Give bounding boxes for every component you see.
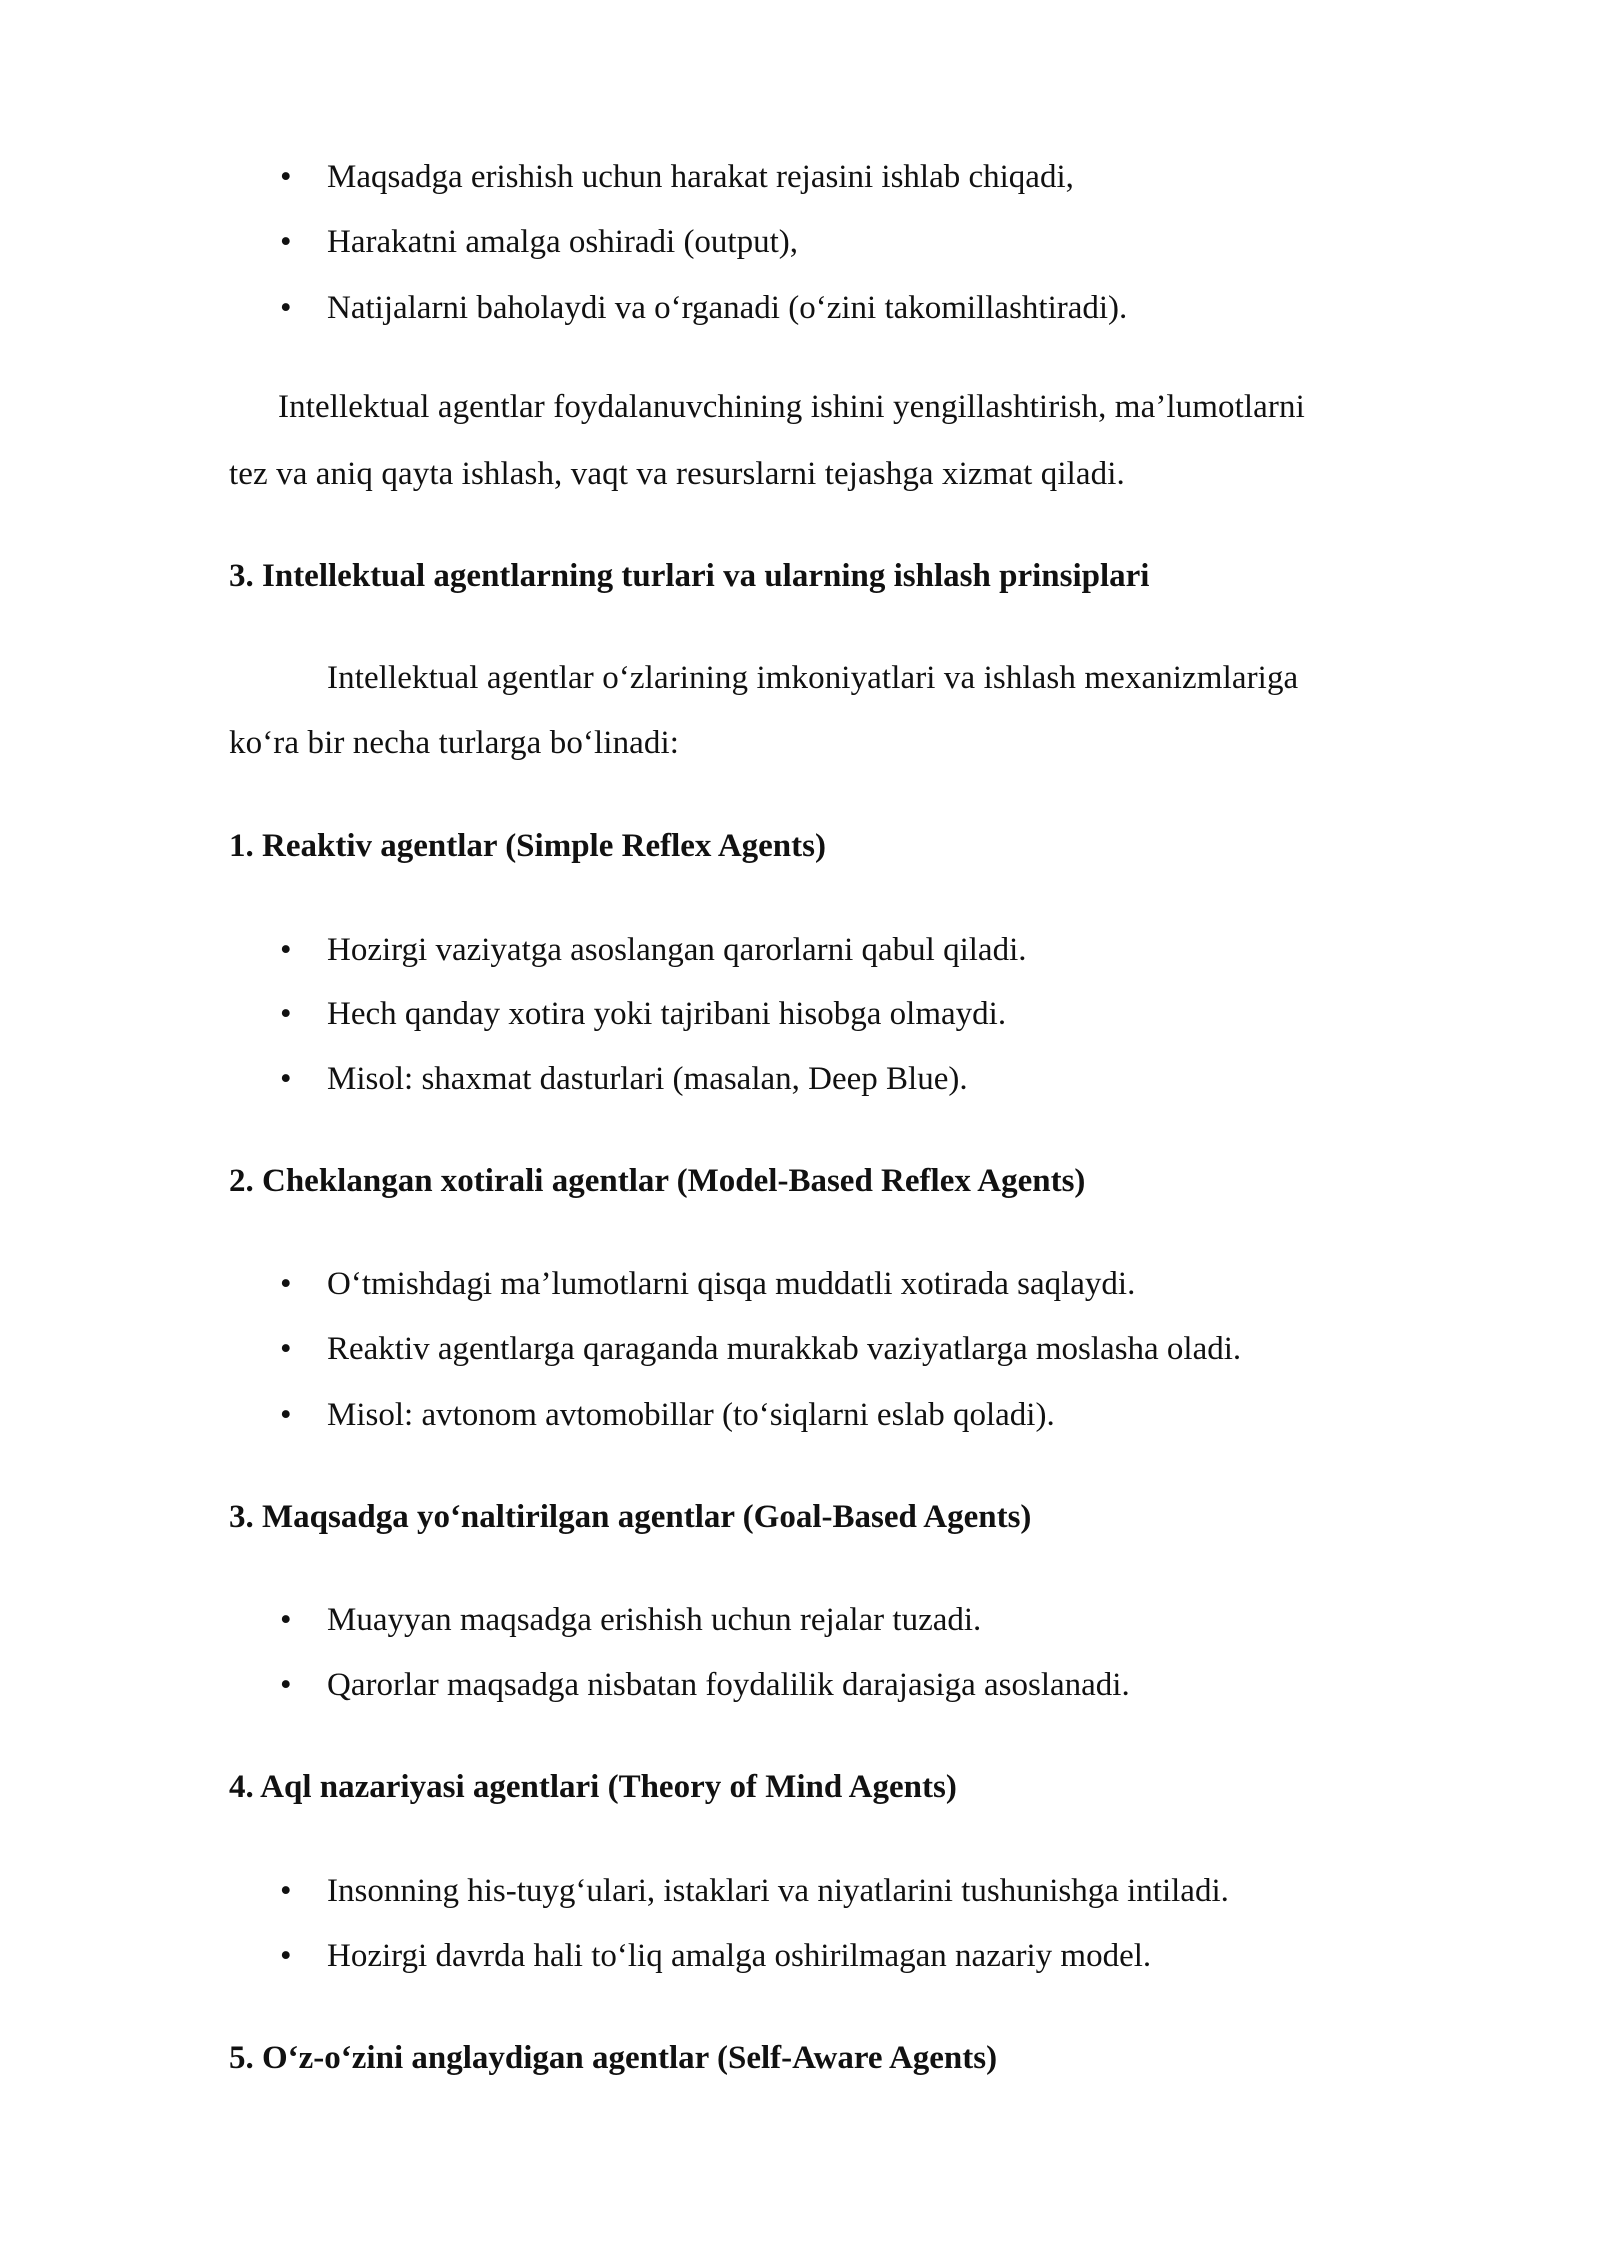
intro-bullet-item: Natijalarni baholaydi va o‘rganadi (o‘zini takomillashtiradi). [327,290,1128,326]
agent-type-bullet: Hozirgi vaziyatga asoslangan qarorlarni qabul qiladi. [327,932,1027,968]
agent-type-heading: 1. Reaktiv agentlar (Simple Reflex Agents) [229,828,826,864]
intro-paragraph-line: tez va aniq qayta ishlash, vaqt va resurslarni tejashga xizmat qiladi. [229,456,1125,492]
bullet-marker: • [280,996,292,1032]
bullet-marker: • [280,159,292,195]
bullet-marker: • [280,224,292,260]
agent-type-bullet: Misol: shaxmat dasturlari (masalan, Deep Blue). [327,1061,968,1097]
agent-type-bullet: Hech qanday xotira yoki tajribani hisobga olmaydi. [327,996,1007,1032]
section-heading: 3. Intellektual agentlarning turlari va ularning ishlash prinsiplari [229,558,1150,594]
bullet-marker: • [280,932,292,968]
intro-paragraph-line: Intellektual agentlar foydalanuvchining ishini yengillashtirish, ma’lumotlarni [278,389,1305,425]
agent-type-heading: 3. Maqsadga yo‘naltirilgan agentlar (Goal-Based Agents) [229,1499,1032,1535]
bullet-marker: • [280,1397,292,1433]
agent-type-heading: 2. Cheklangan xotirali agentlar (Model-Based Reflex Agents) [229,1163,1086,1199]
agent-type-bullet: Reaktiv agentlarga qaraganda murakkab vaziyatlarga moslasha oladi. [327,1331,1242,1367]
bullet-marker: • [280,1873,292,1909]
agent-type-bullet: Hozirgi davrda hali to‘liq amalga oshirilmagan nazariy model. [327,1938,1152,1974]
intro-bullet-item: Maqsadga erishish uchun harakat rejasini ishlab chiqadi, [327,159,1074,195]
bullet-marker: • [280,1331,292,1367]
agent-type-heading: 4. Aql nazariyasi agentlari (Theory of Mind Agents) [229,1769,957,1805]
agent-type-bullet: O‘tmishdagi ma’lumotlarni qisqa muddatli xotirada saqlaydi. [327,1266,1136,1302]
agent-type-bullet: Insonning his-tuyg‘ulari, istaklari va niyatlarini tushunishga intiladi. [327,1873,1229,1909]
agent-type-heading: 5. O‘z-o‘zini anglaydigan agentlar (Self-Aware Agents) [229,2040,998,2076]
bullet-marker: • [280,1061,292,1097]
bullet-marker: • [280,1667,292,1703]
bullet-marker: • [280,1938,292,1974]
bullet-marker: • [280,1602,292,1638]
bullet-marker: • [280,1266,292,1302]
bullet-marker: • [280,290,292,326]
agent-type-bullet: Qarorlar maqsadga nisbatan foydalilik darajasiga asoslanadi. [327,1667,1130,1703]
intro-bullet-item: Harakatni amalga oshiradi (output), [327,224,799,260]
section-paragraph-line: Intellektual agentlar o‘zlarining imkoniyatlari va ishlash mexanizmlariga [327,660,1299,696]
agent-type-bullet: Misol: avtonom avtomobillar (to‘siqlarni eslab qoladi). [327,1397,1055,1433]
section-paragraph-line: ko‘ra bir necha turlarga bo‘linadi: [229,725,680,761]
agent-type-bullet: Muayyan maqsadga erishish uchun rejalar tuzadi. [327,1602,982,1638]
